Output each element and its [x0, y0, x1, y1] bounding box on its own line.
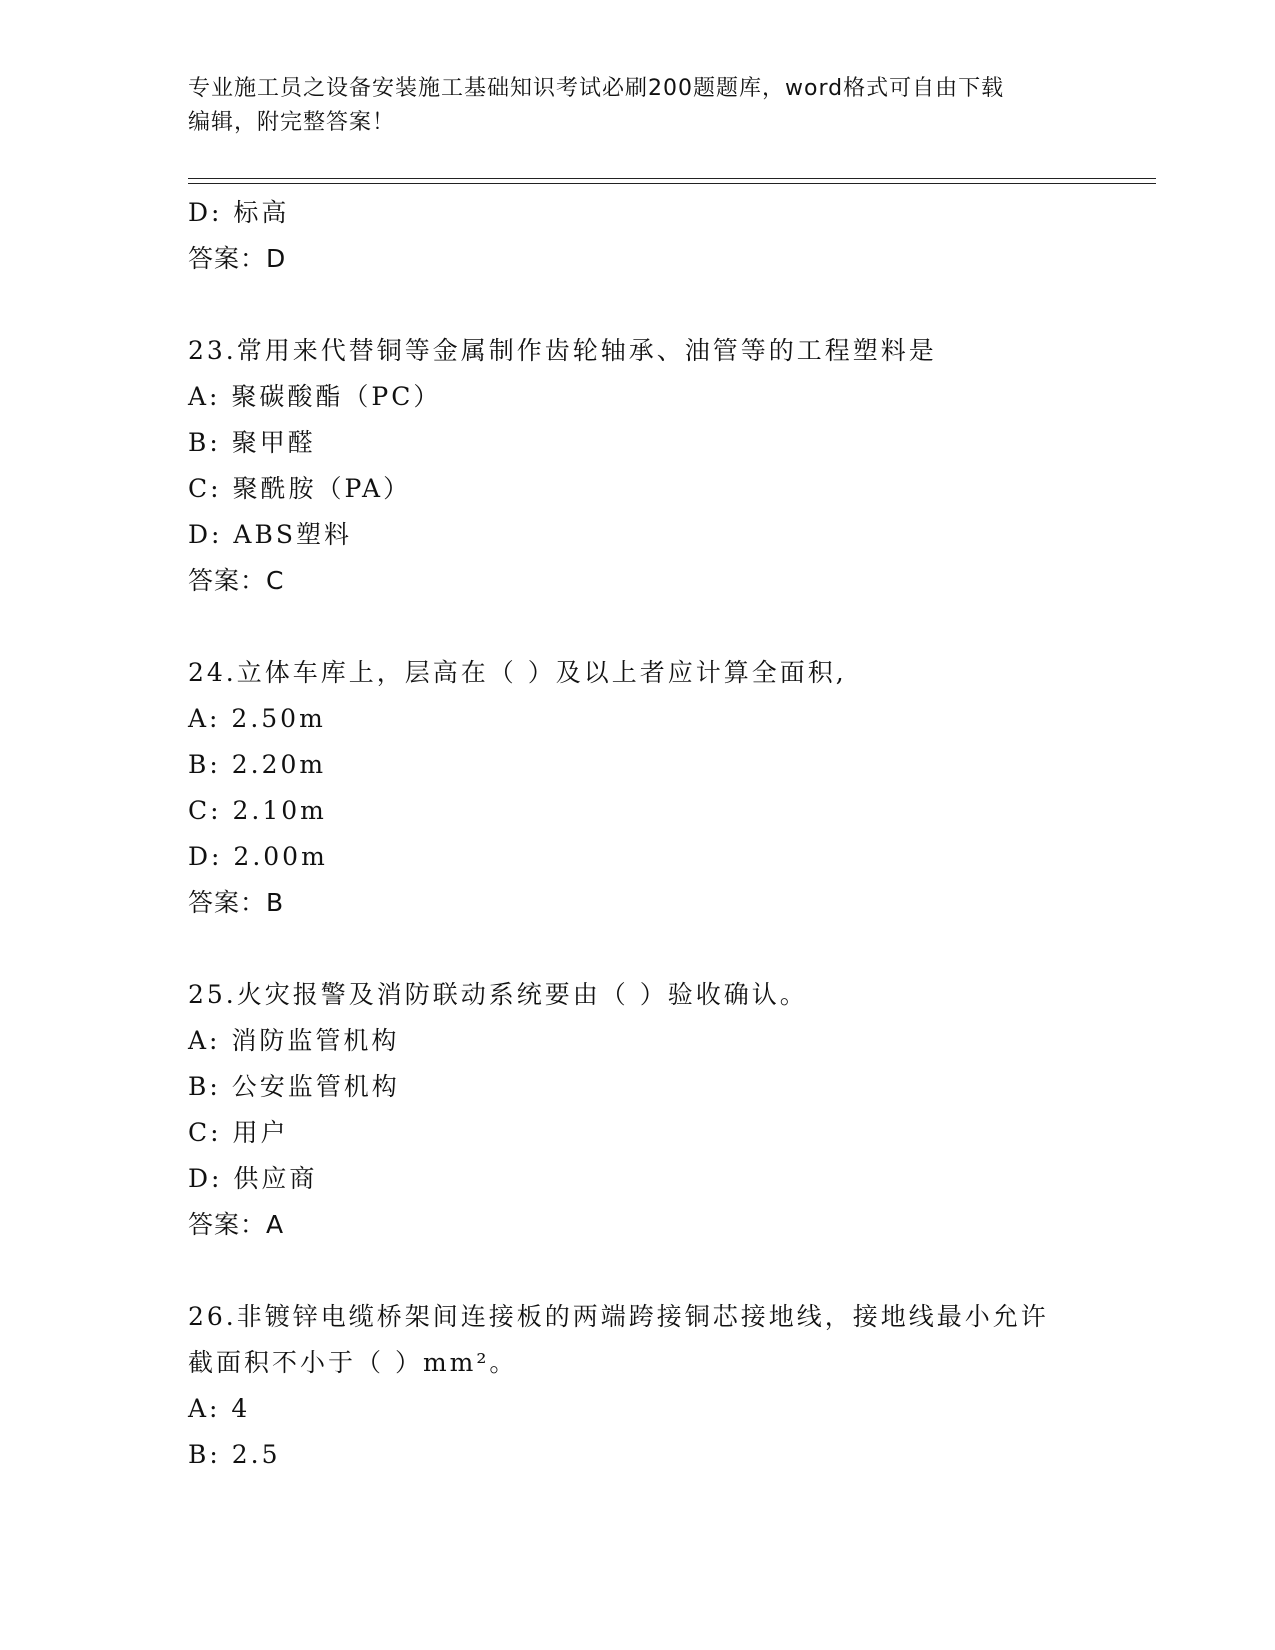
option-a: A: 4 [188, 1394, 251, 1423]
question-25 [188, 972, 1148, 1248]
document-header [188, 72, 1088, 140]
option-b: B: 聚甲醛 [188, 428, 316, 457]
question-stem-line-2: 截面积不小于（ ）mm²。 [188, 1348, 518, 1377]
option-a: A: 聚碳酸酯（PC） [188, 382, 442, 411]
question-22-tail [188, 190, 1148, 282]
option-a: A: 消防监管机构 [188, 1026, 400, 1055]
option-a: A: 2.50m [188, 704, 326, 733]
option-d: D: 2.00m [188, 842, 328, 871]
document-body [188, 190, 1148, 1478]
option-d: D: 供应商 [188, 1164, 318, 1193]
question-stem-line-1: 26.非镀锌电缆桥架间连接板的两端跨接铜芯接地线，接地线最小允许 [188, 1302, 1049, 1331]
answer: 答案：D [188, 244, 287, 273]
question-23 [188, 328, 1148, 604]
answer: 答案：B [188, 888, 285, 917]
question-stem: 24.立体车库上，层高在（ ）及以上者应计算全面积, [188, 658, 847, 687]
header-line-1: 专业施工员之设备安装施工基础知识考试必刷200题题库，word格式可自由下载 [188, 76, 1005, 101]
header-divider-top [188, 178, 1156, 179]
option-b: B: 2.5 [188, 1440, 281, 1469]
answer: 答案：A [188, 1210, 285, 1239]
question-stem: 23.常用来代替铜等金属制作齿轮轴承、油管等的工程塑料是 [188, 336, 937, 365]
option-c: C: 用户 [188, 1118, 289, 1147]
question-stem: 25.火灾报警及消防联动系统要由（ ）验收确认。 [188, 980, 808, 1009]
option-b: B: 公安监管机构 [188, 1072, 400, 1101]
option-c: C: 2.10m [188, 796, 327, 825]
header-line-2: 编辑，附完整答案！ [188, 110, 396, 135]
option-c: C: 聚酰胺（PA） [188, 474, 412, 503]
question-26 [188, 1294, 1148, 1478]
option-d: D: ABS塑料 [188, 520, 352, 549]
option-b: B: 2.20m [188, 750, 327, 779]
question-24 [188, 650, 1148, 926]
header-divider-bottom [188, 183, 1156, 184]
answer: 答案：C [188, 566, 285, 595]
option-d: D: 标高 [188, 198, 290, 227]
